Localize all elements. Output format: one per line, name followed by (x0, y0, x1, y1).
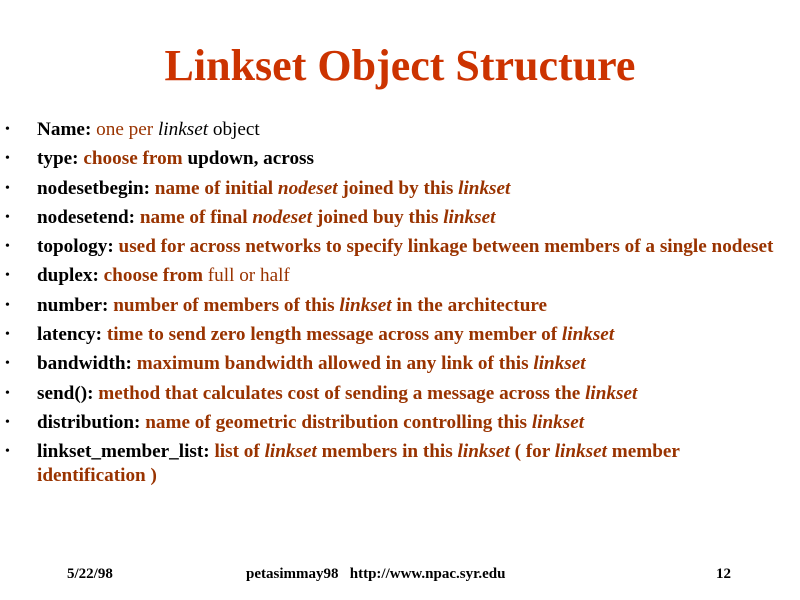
bullet-dot: • (5, 327, 10, 343)
bullet-dot: • (5, 297, 10, 313)
bullet-text-segment: choose from (83, 148, 188, 170)
footer-source: petasimmay98 http://www.npac.syr.edu (246, 566, 506, 582)
bullet-text-segment: duplex: (37, 265, 104, 287)
slide-title: Linkset Object Structure (164, 41, 636, 90)
bullet-text-segment: send(): (37, 382, 99, 404)
bullet-text-segment: linkset (443, 206, 496, 228)
bullet-dot: • (5, 209, 10, 225)
bullet-dot: • (5, 180, 10, 196)
bullet-text-segment: linkset (157, 119, 209, 140)
bullet-text-segment: linkset (585, 382, 638, 404)
bullet-text-segment: member identification ) (37, 441, 680, 487)
footer (0, 566, 800, 590)
bullet-text-segment: linkset (531, 411, 585, 433)
bullet-text-segment: list of (214, 441, 265, 463)
bullet-item (0, 206, 790, 230)
bullet-text-segment: number: (37, 294, 114, 316)
bullet-dot: • (5, 268, 10, 284)
bullet-text-segment: linkset (561, 324, 615, 346)
bullet-text-segment: ( for (509, 441, 555, 463)
bullet-text-segment: joined by this (337, 177, 459, 199)
bullet-text-segment: linkset (457, 441, 510, 463)
bullet-text-segment: name of initial (154, 177, 278, 199)
bullet-dot: • (5, 385, 10, 401)
bullet-dot: • (5, 356, 10, 372)
bullet-text-segment: linkset (533, 353, 586, 375)
bullet-text-segment: distribution: (37, 411, 146, 433)
bullet-text-segment: Name: (37, 119, 97, 140)
bullet-text-segment: name of final (139, 206, 253, 228)
bullet-text-segment: time to send zero length message across any member of (106, 324, 562, 346)
bullet-dot: • (5, 122, 10, 137)
bullet-text-segment: linkset (264, 441, 317, 463)
bullet-text-segment: linkset (339, 294, 392, 316)
bullet-text-segment: members in this (316, 441, 458, 463)
bullet-item (0, 235, 790, 259)
bullet-text-segment: linkset (554, 441, 607, 463)
bullet-text-segment: linkset_member_list: (37, 441, 215, 463)
bullet-text-segment: name of geometric distribution controlling this (145, 411, 532, 433)
bullet-list (0, 118, 790, 494)
bullet-text-segment: object (208, 119, 260, 140)
bullet-text-segment: choose from (103, 265, 208, 287)
bullet-dot: • (5, 239, 10, 255)
bullet-text-segment: nodesetbegin: (37, 177, 155, 199)
bullet-item (0, 177, 790, 201)
bullet-text-segment: nodeset (277, 177, 338, 199)
bullet-text-segment: type: (37, 148, 84, 170)
bullet-text-segment: maximum bandwidth allowed in any link of this (136, 353, 534, 375)
bullet-item (0, 118, 790, 142)
bullet-item (0, 382, 790, 406)
bullet-text-segment: used for across networks to specify linkage between members of a single nodeset (118, 236, 774, 258)
bullet-text-segment: nodeset (252, 206, 313, 228)
bullet-item (0, 411, 790, 435)
bullet-item (0, 323, 790, 347)
bullet-dot: • (5, 151, 10, 167)
bullet-text-segment: topology: (37, 236, 119, 258)
footer-date: 5/22/98 (67, 566, 113, 582)
bullet-item (0, 440, 790, 488)
bullet-text-segment: one per (96, 119, 158, 140)
bullet-dot: • (5, 444, 10, 460)
bullet-text-segment: latency: (37, 324, 107, 346)
bullet-dot: • (5, 414, 10, 430)
bullet-text-segment: number of members of this (113, 294, 340, 316)
bullet-item (0, 264, 790, 288)
bullet-item (0, 294, 790, 318)
bullet-text-segment: joined buy this (312, 206, 444, 228)
bullet-item (0, 352, 790, 376)
bullet-text-segment: updown, across (187, 148, 314, 170)
bullet-text-segment: linkset (458, 177, 511, 199)
bullet-item (0, 147, 790, 171)
bullet-text-segment: method that calculates cost of sending a message across the (98, 382, 586, 404)
bullet-text-segment: in the architecture (391, 294, 548, 316)
bullet-text-segment: bandwidth: (37, 353, 137, 375)
bullet-text-segment: nodesetend: (37, 206, 140, 228)
footer-page-number: 12 (716, 566, 731, 582)
bullet-text-segment: full or half (207, 265, 290, 287)
